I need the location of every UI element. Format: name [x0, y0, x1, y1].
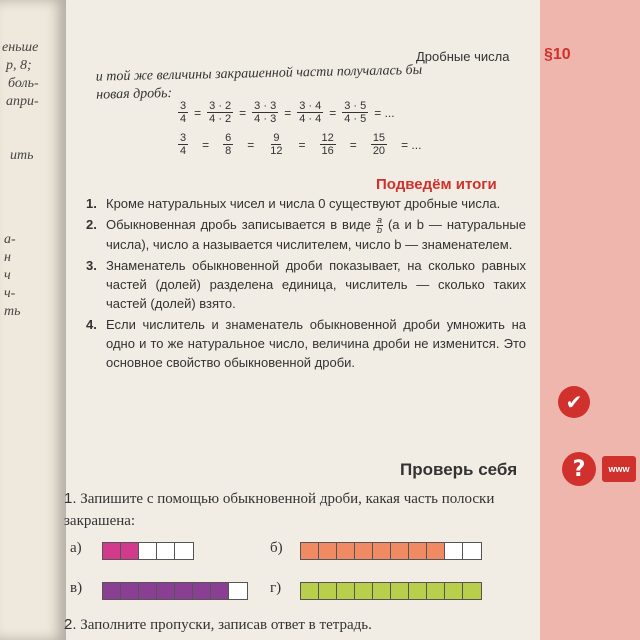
equals-sign: = — [202, 137, 210, 152]
ellipsis: = ... — [401, 137, 422, 152]
fraction: $\frac{9}{12}$ — [270, 132, 283, 157]
strip-cell-filled — [409, 543, 427, 559]
rule-item — [86, 256, 526, 313]
left-page-line: н — [4, 250, 11, 265]
left-page-line: ть — [4, 304, 21, 319]
task-number: 1. — [64, 490, 77, 507]
rule-number: 1. — [86, 196, 97, 211]
fraction-row-2 — [178, 132, 421, 157]
strip-cell-filled — [427, 543, 445, 559]
strip-cell-filled — [391, 543, 409, 559]
page-margin-strip — [540, 0, 640, 640]
left-page-line: ить — [10, 148, 34, 163]
equals-sign: = — [329, 105, 337, 120]
strip-cell-filled — [301, 543, 319, 559]
strip-label: г) — [270, 580, 282, 596]
left-page-line: р, 8; — [6, 58, 32, 73]
fraction: $\frac{3 \cdot 2}{4 \cdot 2}$ — [209, 100, 232, 125]
strip-label: а) — [70, 540, 82, 556]
intro-line: новая дробь: — [96, 86, 173, 103]
equals-sign: = — [349, 137, 357, 152]
equals-sign: = — [284, 105, 292, 120]
strip-cell-filled — [121, 543, 139, 559]
rule-text-pre: Обыкновенная дробь записывается в виде — [106, 217, 372, 232]
strip-v — [102, 582, 248, 600]
strip-label: б) — [270, 540, 283, 556]
left-page-line: а- — [4, 232, 16, 247]
strip-cell-filled — [409, 583, 427, 599]
textbook-page — [66, 0, 640, 640]
equals-sign: = — [247, 137, 255, 152]
strip-cell-empty — [229, 583, 247, 599]
strip-cell-empty — [139, 543, 157, 559]
strip-cell-filled — [121, 583, 139, 599]
strip-cell-filled — [337, 583, 355, 599]
task-2 — [64, 614, 534, 636]
rule-text: Если числитель и знаменатель обыкновенной дроби умножить на одно и то же натуральное число, величина дроби не изменится. Это основное свойство обыкновенной дроби. — [106, 317, 526, 371]
strip-cell-filled — [373, 543, 391, 559]
www-icon: www — [602, 456, 636, 482]
strip-cell-filled — [337, 543, 355, 559]
strip-cell-filled — [355, 583, 373, 599]
strip-cell-empty — [445, 543, 463, 559]
strip-cell-filled — [373, 583, 391, 599]
fraction: $\frac{3}{4}$ — [180, 132, 187, 157]
strip-cell-filled — [301, 583, 319, 599]
check-yourself-title: Проверь себя — [400, 460, 518, 479]
strip-cell-filled — [193, 583, 211, 599]
left-page-line: боль- — [8, 76, 39, 91]
left-page — [0, 0, 66, 640]
inline-fraction: $\frac{a}{b}$ — [377, 215, 383, 236]
rule-number: 2. — [86, 217, 97, 232]
fraction: $\frac{15}{20}$ — [372, 132, 386, 157]
equals-sign: = — [239, 105, 247, 120]
rule-item — [86, 194, 526, 213]
section-number: §10 — [544, 46, 571, 63]
strip-cell-filled — [103, 543, 121, 559]
strip-cell-filled — [157, 583, 175, 599]
fraction: $\frac{3}{4}$ — [180, 100, 187, 125]
strip-label: в) — [70, 580, 83, 596]
task-text: Заполните пропуски, записав ответ в тетрадь. — [80, 617, 372, 633]
fraction: $\frac{6}{8}$ — [225, 132, 232, 157]
fraction: $\frac{3 \cdot 3}{4 \cdot 3}$ — [254, 100, 277, 125]
rule-number: 4. — [86, 317, 97, 333]
strip-cell-filled — [391, 583, 409, 599]
rule-text: Кроме натуральных чисел и числа 0 существуют дробные числа. — [106, 196, 501, 211]
task-1 — [64, 488, 534, 532]
strip-cell-filled — [211, 583, 229, 599]
fraction: $\frac{3 \cdot 4}{4 \cdot 4}$ — [299, 100, 322, 125]
rule-item — [86, 315, 526, 372]
chapter-title: Дробные числа — [416, 49, 510, 64]
intro-line: и той же величины закрашенной части получалась бы — [95, 62, 423, 85]
strip-cell-filled — [355, 543, 373, 559]
rule-text-post: (a и b — натуральные числа), число a называется числителем, число b — знаменателем. — [106, 217, 526, 253]
equals-sign: = — [194, 105, 202, 120]
strip-cell-filled — [103, 583, 121, 599]
strip-cell-filled — [463, 583, 481, 599]
strip-cell-filled — [319, 583, 337, 599]
strip-cell-filled — [319, 543, 337, 559]
check-icon: ✔ — [558, 386, 590, 418]
equals-sign: = — [298, 137, 306, 152]
fraction-row-1 — [178, 100, 395, 125]
summary-rules — [86, 194, 526, 374]
strip-cell-empty — [463, 543, 481, 559]
left-page-line: ч- — [4, 286, 16, 301]
rule-text: Знаменатель обыкновенной дроби показывает, на сколько равных частей (долей) разделена единица, числитель — сколько таких частей (долей) взято. — [106, 258, 526, 312]
fraction: $\frac{12}{16}$ — [321, 132, 334, 157]
strip-g — [300, 582, 482, 600]
rule-item — [86, 215, 526, 254]
question-icon: ? — [562, 452, 596, 486]
strip-a — [102, 542, 194, 560]
summary-title: Подведём итоги — [376, 176, 497, 193]
intro-text — [96, 59, 537, 104]
strip-cell-empty — [157, 543, 175, 559]
left-page-line: ч — [4, 268, 11, 283]
strip-cell-empty — [175, 543, 193, 559]
strip-cell-filled — [175, 583, 193, 599]
strip-cell-filled — [427, 583, 445, 599]
strip-b — [300, 542, 482, 560]
ellipsis: = ... — [374, 105, 395, 120]
strip-cell-filled — [139, 583, 157, 599]
left-page-line: еньше — [2, 40, 39, 55]
left-page-line: апри- — [6, 94, 39, 109]
task-text: Запишите с помощью обыкновенной дроби, какая часть полоски закрашена: — [64, 491, 495, 529]
rule-number: 3. — [86, 258, 97, 274]
strip-cell-filled — [445, 583, 463, 599]
fraction: $\frac{3 \cdot 5}{4 \cdot 5}$ — [344, 100, 367, 125]
task-number: 2. — [64, 616, 77, 633]
